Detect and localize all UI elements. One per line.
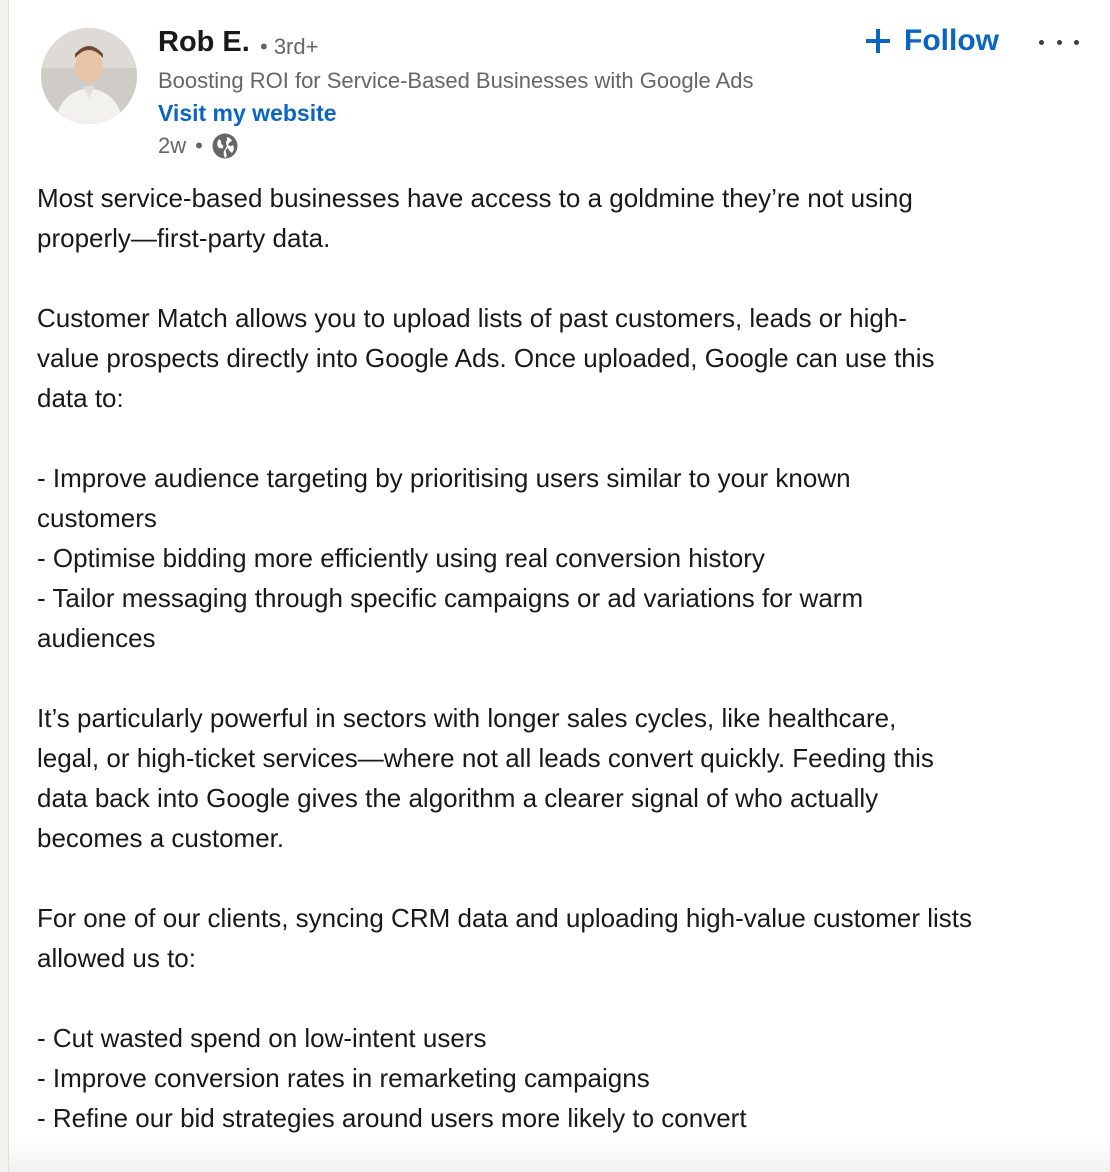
meta-separator: • [195,133,203,158]
post-card [8,0,1110,1172]
paragraph-spacer [37,858,1097,898]
post-text-line: - Improve conversion rates in remarketing campaigns [37,1063,650,1093]
post-body [37,178,1097,1138]
connection-degree: • 3rd+ [260,34,319,59]
post-text-line: Customer Match allows you to upload lists of past customers, leads or high- [37,303,907,333]
avatar[interactable] [41,28,137,124]
post-meta [158,132,239,160]
more-options-button[interactable] [1039,30,1079,54]
post-text-line: Most service-based businesses have access to a goldmine they’re not using [37,183,913,213]
ellipsis-icon-dot [1057,40,1062,45]
post-text-line: data to: [37,383,124,413]
author-headline: Boosting ROI for Service-Based Businesses with Google Ads [158,68,754,93]
post-text-line: - Refine our bid strategies around users more likely to convert [37,1103,747,1133]
post-text-line: audiences [37,623,156,653]
post-time: 2w [158,133,187,158]
post-text-line: properly—first-party data. [37,223,331,253]
post-text-line: For one of our clients, syncing CRM data and uploading high-value customer lists [37,903,973,933]
post-text-line: - Cut wasted spend on low-intent users [37,1023,487,1053]
paragraph-spacer [37,978,1097,1018]
content-fade [9,1138,1110,1172]
post-text-line: allowed us to: [37,943,196,973]
globe-icon [211,132,239,160]
profile-photo [41,28,137,124]
plus-icon [865,28,891,54]
post-text-line: legal, or high-ticket services—where not all leads convert quickly. Feeding this [37,743,934,773]
follow-label: Follow [904,24,999,57]
post-text-line: - Optimise bidding more efficiently using real conversion history [37,543,765,573]
paragraph-spacer [37,658,1097,698]
post-text-line: customers [37,503,157,533]
post-text-line: data back into Google gives the algorithm a clearer signal of who actually [37,783,879,813]
paragraph-spacer [37,418,1097,458]
author-name[interactable]: Rob E. [158,26,250,58]
post-text-line: It’s particularly powerful in sectors with longer sales cycles, like healthcare, [37,703,897,733]
post-text-line: - Tailor messaging through specific campaigns or ad variations for warm [37,583,864,613]
post-text-line: - Improve audience targeting by prioritising users similar to your known [37,463,851,493]
paragraph-spacer [37,258,1097,298]
ellipsis-icon-dot [1039,40,1044,45]
post-text-line: value prospects directly into Google Ads. Once uploaded, Google can use this [37,343,935,373]
post-text-line: becomes a customer. [37,823,285,853]
ellipsis-icon-dot [1074,40,1079,45]
visit-website-link[interactable]: Visit my website [158,100,337,126]
follow-button[interactable] [865,20,999,62]
